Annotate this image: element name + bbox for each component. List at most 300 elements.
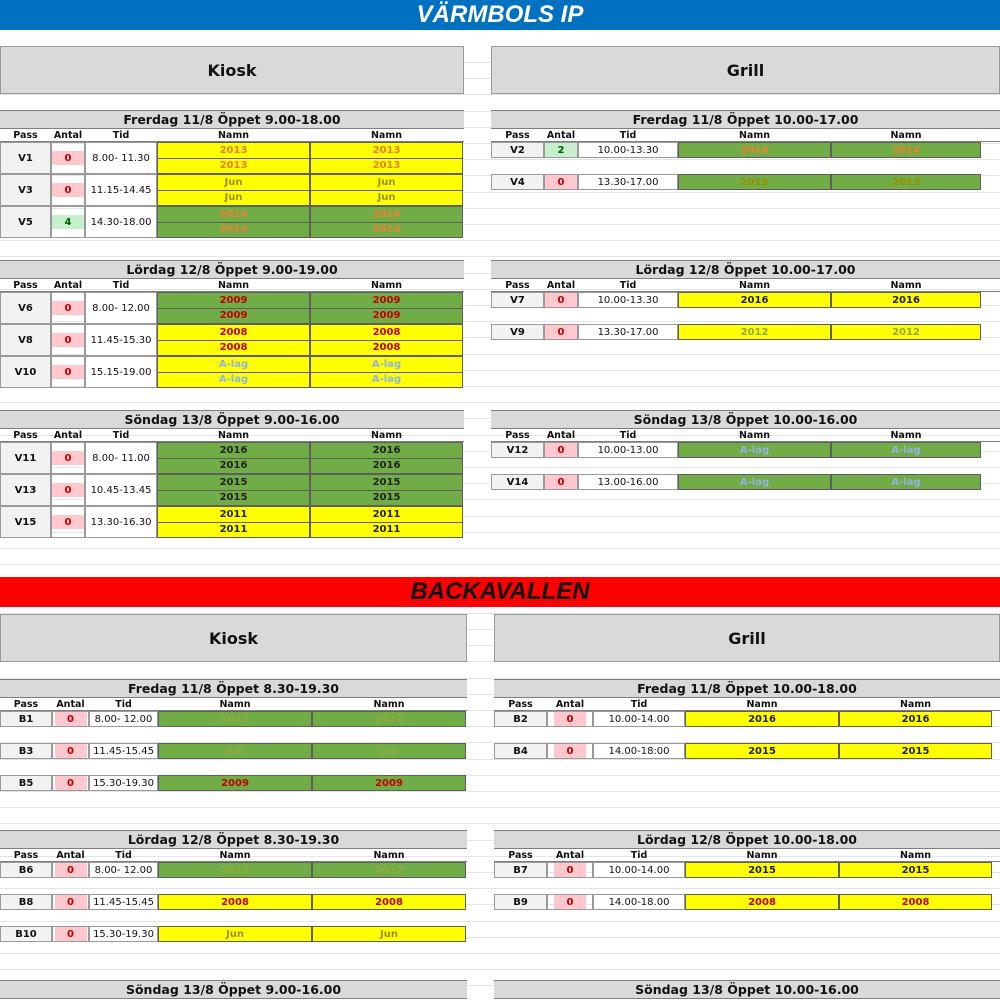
name-cell[interactable]: 2016 xyxy=(310,459,463,475)
column-header-tid: Tid xyxy=(619,429,637,441)
antal-count xyxy=(51,442,85,474)
gridline xyxy=(0,969,1000,970)
shift-time: 11.45-15.30 xyxy=(85,324,157,356)
antal-value: 0 xyxy=(55,895,87,909)
antal-value: 2 xyxy=(545,143,577,157)
name-column xyxy=(839,894,992,910)
antal-count xyxy=(547,894,593,910)
pass-id: B6 xyxy=(0,862,52,878)
day-title: Frerdag 11/8 Öppet 9.00-18.00 xyxy=(0,110,464,129)
antal-value: 0 xyxy=(55,776,87,790)
pass-id: V3 xyxy=(0,174,51,206)
shift-time: 14.00-18:00 xyxy=(593,743,685,759)
name-cell[interactable]: 2008 xyxy=(312,894,466,910)
name-cell[interactable]: 2009 xyxy=(312,775,466,791)
shift-time: 13.00-16.00 xyxy=(578,474,678,490)
shift-row xyxy=(0,775,467,791)
name-column xyxy=(157,506,310,538)
pass-id: V15 xyxy=(0,506,51,538)
name-cell[interactable]: 2016 xyxy=(685,711,839,727)
name-cell[interactable]: 2008 xyxy=(310,341,463,357)
antal-value: 0 xyxy=(55,927,87,941)
name-cell[interactable]: 2014 xyxy=(831,142,981,158)
shift-row xyxy=(0,711,467,727)
column-headers xyxy=(0,129,464,142)
antal-count xyxy=(51,506,85,538)
name-cell[interactable]: 2009 xyxy=(157,309,310,325)
day-panel xyxy=(0,830,467,958)
shift-row xyxy=(0,206,464,238)
gridline xyxy=(0,240,1000,241)
column-header-antal: Antal xyxy=(56,698,85,710)
pass-id: B2 xyxy=(494,711,547,727)
column-header-namn: Namn xyxy=(373,849,405,861)
antal-count xyxy=(544,442,578,458)
pass-id: B9 xyxy=(494,894,547,910)
name-column xyxy=(312,862,466,878)
column-header-namn: Namn xyxy=(217,279,250,291)
name-cell[interactable]: A-lag xyxy=(310,356,463,373)
name-cell[interactable]: 2012 xyxy=(312,862,466,878)
shift-row xyxy=(491,474,1000,490)
name-column xyxy=(310,324,463,356)
name-column xyxy=(678,324,831,340)
pass-id: V6 xyxy=(0,292,51,324)
name-cell[interactable]: 2008 xyxy=(157,341,310,357)
pass-id: V12 xyxy=(491,442,544,458)
name-cell[interactable]: 2009 xyxy=(310,309,463,325)
column-header-pass: Pass xyxy=(505,279,530,291)
pass-id: V13 xyxy=(0,474,51,506)
column-header-tid: Tid xyxy=(112,279,130,291)
name-column xyxy=(831,174,981,190)
gridline xyxy=(0,94,1000,95)
name-cell[interactable]: 2014 xyxy=(310,206,463,223)
pass-id: V1 xyxy=(0,142,51,174)
pass-id: B10 xyxy=(0,926,52,942)
name-column xyxy=(157,142,310,174)
column-header-tid: Tid xyxy=(630,698,648,710)
column-header-namn: Namn xyxy=(219,849,251,861)
day-title: Lördag 12/8 Öppet 8.30-19.30 xyxy=(0,830,467,849)
name-column xyxy=(678,442,831,458)
shift-row xyxy=(0,174,464,206)
column-header-tid: Tid xyxy=(619,129,637,141)
spacer-row xyxy=(0,942,467,958)
name-cell[interactable]: 2012 xyxy=(312,711,466,727)
name-cell[interactable]: 2014 xyxy=(678,142,831,158)
day-title: Lördag 12/8 Öppet 10.00-18.00 xyxy=(494,830,1000,849)
column-header-tid: Tid xyxy=(115,698,132,710)
antal-count xyxy=(52,862,89,878)
day-panel xyxy=(0,410,464,538)
antal-count xyxy=(544,292,578,308)
column-header-antal: Antal xyxy=(56,849,85,861)
name-column xyxy=(839,862,992,878)
pass-id: B3 xyxy=(0,743,52,759)
name-cell[interactable]: A-lag xyxy=(831,442,981,458)
gridline xyxy=(0,823,1000,824)
antal-value: 0 xyxy=(52,183,84,197)
day-title: Söndag 13/8 Öppet 9.00-16.00 xyxy=(0,980,467,999)
column-header-namn: Namn xyxy=(738,279,771,291)
column-header-namn: Namn xyxy=(373,698,405,710)
name-column xyxy=(678,474,831,490)
name-column xyxy=(310,356,463,388)
name-cell[interactable]: 2009 xyxy=(157,292,310,309)
pass-id: V14 xyxy=(491,474,544,490)
antal-value: 0 xyxy=(545,325,577,339)
name-column xyxy=(310,142,463,174)
venue-banner: BACKAVALLEN xyxy=(0,577,1000,607)
name-cell[interactable]: 2011 xyxy=(157,523,310,539)
antal-count xyxy=(51,356,85,388)
name-column xyxy=(157,356,310,388)
column-header-namn: Namn xyxy=(370,129,403,141)
shift-row xyxy=(0,142,464,174)
day-panel xyxy=(0,679,467,807)
column-header-pass: Pass xyxy=(13,849,39,861)
antal-count xyxy=(51,292,85,324)
name-cell[interactable]: 2014 xyxy=(310,223,463,239)
shift-time: 8.00- 12.00 xyxy=(89,862,158,878)
spacer-row xyxy=(0,759,467,775)
column-headers xyxy=(491,429,1000,442)
name-cell[interactable]: 2008 xyxy=(685,894,839,910)
pass-id: V4 xyxy=(491,174,544,190)
column-headers xyxy=(494,849,1000,862)
name-column xyxy=(158,926,312,942)
shift-row xyxy=(0,926,467,942)
name-cell[interactable]: 2015 xyxy=(839,743,992,759)
shift-row xyxy=(494,743,1000,759)
area-title-grill: Grill xyxy=(491,46,1000,94)
name-cell[interactable]: 2016 xyxy=(310,442,463,459)
name-cell[interactable]: 2015 xyxy=(310,491,463,507)
name-cell[interactable]: 2013 xyxy=(157,159,310,175)
column-header-tid: Tid xyxy=(619,279,637,291)
name-column xyxy=(157,442,310,474)
shift-row xyxy=(0,442,464,474)
gridline xyxy=(0,807,1000,808)
name-column xyxy=(831,474,981,490)
spacer-row xyxy=(491,490,1000,506)
name-column xyxy=(831,292,981,308)
name-column xyxy=(312,711,466,727)
name-cell[interactable]: 2013 xyxy=(831,174,981,190)
shift-time: 10.45-13.45 xyxy=(85,474,157,506)
shift-row xyxy=(491,174,1000,190)
column-headers xyxy=(491,279,1000,292)
name-cell[interactable]: 2012 xyxy=(158,711,312,727)
name-cell[interactable]: 2011 xyxy=(310,523,463,539)
name-cell[interactable]: 2013 xyxy=(678,174,831,190)
pass-id: V5 xyxy=(0,206,51,238)
day-panel xyxy=(491,260,1000,356)
shift-time: 8.00- 11.00 xyxy=(85,442,157,474)
shift-row xyxy=(491,324,1000,340)
name-cell[interactable]: 2009 xyxy=(310,292,463,309)
pass-id: B4 xyxy=(494,743,547,759)
spacer-row xyxy=(491,158,1000,174)
antal-value: 0 xyxy=(55,863,87,877)
pass-id: B7 xyxy=(494,862,547,878)
column-header-antal: Antal xyxy=(53,129,83,141)
antal-value: 0 xyxy=(554,863,586,877)
spacer-row xyxy=(0,878,467,894)
name-column xyxy=(157,206,310,238)
shift-row xyxy=(0,474,464,506)
name-cell[interactable]: 2011 xyxy=(310,506,463,523)
day-panel xyxy=(0,260,464,388)
spacer-row xyxy=(494,878,1000,894)
name-column xyxy=(312,926,466,942)
name-cell[interactable]: 2011 xyxy=(157,506,310,523)
antal-value: 0 xyxy=(52,451,84,465)
antal-value: 4 xyxy=(52,215,84,229)
column-header-antal: Antal xyxy=(546,279,576,291)
name-cell[interactable]: 2016 xyxy=(157,459,310,475)
name-column xyxy=(678,142,831,158)
name-cell[interactable]: 2015 xyxy=(685,743,839,759)
name-cell[interactable]: 2012 xyxy=(831,324,981,340)
shift-time: 15.30-19.30 xyxy=(89,775,158,791)
name-cell[interactable]: A-lag xyxy=(678,474,831,490)
gridline xyxy=(0,402,1000,403)
antal-value: 0 xyxy=(554,895,586,909)
shift-time: 10.00-13.30 xyxy=(578,142,678,158)
antal-count xyxy=(52,926,89,942)
name-cell[interactable]: Jun xyxy=(310,191,463,207)
antal-value: 0 xyxy=(52,483,84,497)
column-header-antal: Antal xyxy=(546,429,576,441)
column-headers xyxy=(0,429,464,442)
shift-time: 14.00-18.00 xyxy=(593,894,685,910)
shift-time: 11.45-15.45 xyxy=(89,743,158,759)
column-header-namn: Namn xyxy=(890,279,922,291)
antal-value: 0 xyxy=(52,365,84,379)
column-header-pass: Pass xyxy=(505,129,530,141)
name-cell[interactable]: 2014 xyxy=(157,223,310,239)
column-header-pass: Pass xyxy=(505,429,530,441)
spacer-row xyxy=(491,308,1000,324)
day-title: Söndag 13/8 Öppet 10.00-16.00 xyxy=(494,980,1000,999)
pass-id: V10 xyxy=(0,356,51,388)
shift-row xyxy=(494,894,1000,910)
name-cell[interactable]: Jun xyxy=(312,743,466,759)
name-column xyxy=(831,142,981,158)
shift-row xyxy=(0,356,464,388)
antal-count xyxy=(51,142,85,174)
name-cell[interactable]: 2015 xyxy=(685,862,839,878)
name-cell[interactable]: Jun xyxy=(158,926,312,942)
gridline xyxy=(0,564,1000,565)
name-cell[interactable]: Jun xyxy=(312,926,466,942)
spacer-row xyxy=(0,727,467,743)
column-header-namn: Namn xyxy=(890,429,922,441)
day-panel xyxy=(494,830,1000,926)
name-column xyxy=(831,324,981,340)
pass-id: V11 xyxy=(0,442,51,474)
name-cell[interactable]: Jun xyxy=(158,743,312,759)
name-column xyxy=(158,711,312,727)
pass-id: B5 xyxy=(0,775,52,791)
name-column xyxy=(310,174,463,206)
antal-value: 0 xyxy=(52,333,84,347)
name-cell[interactable]: 2013 xyxy=(310,142,463,159)
antal-count xyxy=(51,174,85,206)
pass-id: V2 xyxy=(491,142,544,158)
name-cell[interactable]: Jun xyxy=(157,191,310,207)
column-header-pass: Pass xyxy=(13,279,38,291)
shift-row xyxy=(0,324,464,356)
antal-count xyxy=(547,743,593,759)
spacer-row xyxy=(491,340,1000,356)
shift-time: 15.15-19.00 xyxy=(85,356,157,388)
shift-time: 10.00-14.00 xyxy=(593,711,685,727)
column-header-namn: Namn xyxy=(370,279,403,291)
column-header-namn: Namn xyxy=(738,429,771,441)
column-header-namn: Namn xyxy=(899,698,932,710)
shift-time: 13.30-17.00 xyxy=(578,174,678,190)
spacer-row xyxy=(494,727,1000,743)
name-cell[interactable]: 2015 xyxy=(310,474,463,491)
shift-row xyxy=(0,894,467,910)
shift-time: 8.00- 11.30 xyxy=(85,142,157,174)
area-title-kiosk: Kiosk xyxy=(0,46,464,94)
shift-time: 8.00- 12.00 xyxy=(89,711,158,727)
antal-count xyxy=(51,474,85,506)
name-cell[interactable]: 2016 xyxy=(157,442,310,459)
column-header-namn: Namn xyxy=(746,698,778,710)
name-column xyxy=(678,174,831,190)
shift-row xyxy=(491,142,1000,158)
antal-count xyxy=(51,206,85,238)
column-header-pass: Pass xyxy=(13,698,39,710)
antal-value: 0 xyxy=(55,744,87,758)
name-column xyxy=(157,324,310,356)
spacer-row xyxy=(491,190,1000,206)
name-cell[interactable]: 2015 xyxy=(839,862,992,878)
name-cell[interactable]: 2013 xyxy=(310,159,463,175)
name-column xyxy=(685,711,839,727)
name-column xyxy=(685,862,839,878)
name-column xyxy=(678,292,831,308)
spacer-row xyxy=(0,791,467,807)
antal-count xyxy=(51,324,85,356)
column-header-tid: Tid xyxy=(112,429,130,441)
day-panel xyxy=(494,679,1000,775)
antal-value: 0 xyxy=(52,151,84,165)
name-column xyxy=(310,442,463,474)
name-cell[interactable]: 2015 xyxy=(157,491,310,507)
day-panel xyxy=(0,110,464,238)
column-headers xyxy=(0,849,467,862)
name-cell[interactable]: 2012 xyxy=(158,862,312,878)
name-cell[interactable]: 2015 xyxy=(157,474,310,491)
name-cell[interactable]: Jun xyxy=(157,174,310,191)
name-column xyxy=(157,292,310,324)
name-cell[interactable]: A-lag xyxy=(157,373,310,389)
column-header-pass: Pass xyxy=(13,129,38,141)
name-cell[interactable]: 2008 xyxy=(310,324,463,341)
shift-row xyxy=(0,862,467,878)
name-cell[interactable]: 2008 xyxy=(157,324,310,341)
name-cell[interactable]: 2014 xyxy=(157,206,310,223)
antal-count xyxy=(544,324,578,340)
name-column xyxy=(310,292,463,324)
antal-value: 0 xyxy=(545,293,577,307)
name-cell[interactable]: 2008 xyxy=(839,894,992,910)
name-cell[interactable]: A-lag xyxy=(831,474,981,490)
antal-count xyxy=(52,711,89,727)
name-cell[interactable]: 2009 xyxy=(158,775,312,791)
name-cell[interactable]: 2016 xyxy=(678,292,831,308)
name-cell[interactable]: A-lag xyxy=(157,356,310,373)
name-cell[interactable]: 2016 xyxy=(831,292,981,308)
antal-value: 0 xyxy=(52,515,84,529)
name-column xyxy=(310,506,463,538)
day-panel xyxy=(491,110,1000,206)
shift-row xyxy=(494,862,1000,878)
shift-row xyxy=(491,292,1000,308)
name-cell[interactable]: 2013 xyxy=(157,142,310,159)
name-cell[interactable]: A-lag xyxy=(310,373,463,389)
antal-value: 0 xyxy=(545,175,577,189)
antal-count xyxy=(547,862,593,878)
name-cell[interactable]: 2012 xyxy=(678,324,831,340)
antal-value: 0 xyxy=(545,475,577,489)
column-header-namn: Namn xyxy=(746,849,778,861)
name-column xyxy=(312,775,466,791)
pass-id: B8 xyxy=(0,894,52,910)
antal-value: 0 xyxy=(554,744,586,758)
shift-time: 13.30-16.30 xyxy=(85,506,157,538)
name-cell[interactable]: 2016 xyxy=(839,711,992,727)
column-header-namn: Namn xyxy=(738,129,771,141)
column-header-namn: Namn xyxy=(219,698,251,710)
name-cell[interactable]: 2008 xyxy=(158,894,312,910)
antal-count xyxy=(52,775,89,791)
name-column xyxy=(310,474,463,506)
pass-id: V8 xyxy=(0,324,51,356)
antal-count xyxy=(547,711,593,727)
antal-value: 0 xyxy=(55,712,87,726)
name-cell[interactable]: Jun xyxy=(310,174,463,191)
column-header-tid: Tid xyxy=(630,849,648,861)
shift-time: 8.00- 12.00 xyxy=(85,292,157,324)
shift-time: 11.45-15.45 xyxy=(89,894,158,910)
name-column xyxy=(157,474,310,506)
day-title: Söndag 13/8 Öppet 9.00-16.00 xyxy=(0,410,464,429)
antal-count xyxy=(544,474,578,490)
antal-value: 0 xyxy=(52,301,84,315)
column-header-antal: Antal xyxy=(555,698,585,710)
pass-id: V7 xyxy=(491,292,544,308)
shift-time: 10.00-13.00 xyxy=(578,442,678,458)
spacer-row xyxy=(0,910,467,926)
antal-count xyxy=(52,894,89,910)
name-column xyxy=(158,775,312,791)
column-header-namn: Namn xyxy=(217,429,250,441)
shift-time: 10.00-14.00 xyxy=(593,862,685,878)
antal-count xyxy=(544,142,578,158)
name-cell[interactable]: A-lag xyxy=(678,442,831,458)
column-header-tid: Tid xyxy=(112,129,130,141)
day-panel xyxy=(491,410,1000,506)
day-panel xyxy=(494,980,1000,999)
day-title: Lördag 12/8 Öppet 9.00-19.00 xyxy=(0,260,464,279)
